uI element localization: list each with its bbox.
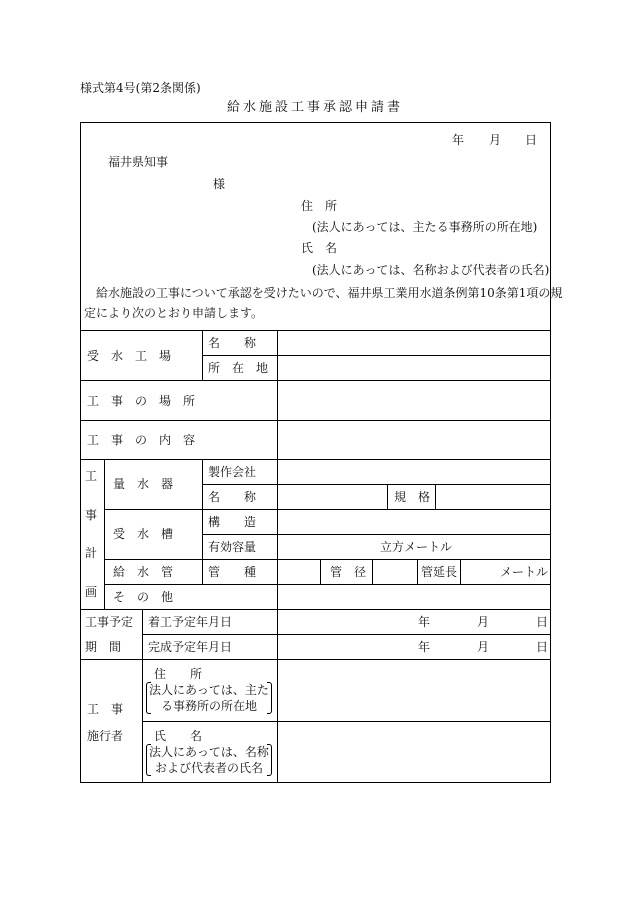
divider xyxy=(372,559,373,584)
divider xyxy=(80,659,551,660)
contractor-label-top: 工 事 xyxy=(87,702,124,716)
end-month: 月 xyxy=(477,640,490,654)
contractor-address-label: 住 所 xyxy=(154,667,203,681)
divider xyxy=(202,330,203,380)
divider xyxy=(142,609,143,783)
plant-location-label: 所 在 地 xyxy=(208,361,269,375)
divider xyxy=(104,584,551,585)
contractor-address-note: 法人にあっては、主た る事務所の所在地 xyxy=(146,682,272,714)
divider xyxy=(202,459,203,584)
form-number: 様式第4号(第2条関係) xyxy=(80,81,201,95)
meter-label: 量 水 器 xyxy=(113,477,174,491)
pipe-type-label: 管 種 xyxy=(208,565,257,579)
end-date-label: 完成予定年月日 xyxy=(148,640,233,654)
date-year: 年 xyxy=(452,133,465,147)
pipe-diameter-label: 管 径 xyxy=(330,565,367,579)
honorific: 様 xyxy=(213,177,226,191)
end-day: 日 xyxy=(536,640,549,654)
cubic-meter-unit: 立方メートル xyxy=(380,540,453,554)
divider xyxy=(387,484,388,509)
capacity-label: 有効容量 xyxy=(208,540,257,554)
start-date-label: 着工予定年月日 xyxy=(148,615,233,629)
work-plan-char: 事 xyxy=(84,507,97,522)
manufacturer-label: 製作会社 xyxy=(208,465,257,479)
date-month: 月 xyxy=(489,133,502,147)
applicant-address-label: 住 所 xyxy=(301,199,338,213)
applicant-name-note: (法人にあっては、名称および代表者の氏名) xyxy=(312,263,550,277)
schedule-label-bottom: 期 間 xyxy=(85,640,122,654)
divider xyxy=(80,459,551,460)
pipe-length-label: 管延長 xyxy=(421,565,458,579)
divider xyxy=(277,330,278,783)
divider xyxy=(202,355,551,356)
divider xyxy=(460,559,461,584)
addressee: 福井県知事 xyxy=(108,155,169,169)
date-day: 日 xyxy=(525,133,538,147)
divider xyxy=(80,609,551,610)
divider xyxy=(435,484,436,509)
work-plan-char: 計 xyxy=(84,546,97,561)
divider xyxy=(142,634,551,635)
schedule-label-top: 工事予定 xyxy=(85,615,134,629)
plant-name-label: 名 称 xyxy=(208,336,257,350)
work-content-label: 工 事 の 内 容 xyxy=(87,433,196,447)
contractor-label-bottom: 施行者 xyxy=(87,729,124,743)
structure-label: 構 造 xyxy=(208,515,257,529)
divider xyxy=(80,420,551,421)
start-month: 月 xyxy=(477,615,490,629)
other-label: そ の 他 xyxy=(113,590,174,604)
end-year: 年 xyxy=(418,640,431,654)
receiving-plant-label: 受 水 工 場 xyxy=(87,349,172,363)
work-plan-char: 工 xyxy=(84,469,97,483)
divider xyxy=(80,330,551,331)
divider xyxy=(142,721,551,722)
work-plan-char: 画 xyxy=(84,584,97,599)
divider xyxy=(417,559,418,584)
divider xyxy=(104,559,551,560)
meter-unit: メートル xyxy=(500,565,549,579)
start-day: 日 xyxy=(536,615,549,629)
spec-label: 規 格 xyxy=(394,490,431,504)
tank-label: 受 水 槽 xyxy=(113,527,174,541)
applicant-name-label: 氏 名 xyxy=(301,241,338,255)
work-place-label: 工 事 の 場 所 xyxy=(87,394,196,408)
start-year: 年 xyxy=(418,615,431,629)
contractor-name-note: 法人にあっては、名称 および代表者の氏名 xyxy=(146,744,272,776)
divider xyxy=(202,484,551,485)
divider xyxy=(104,509,551,510)
divider xyxy=(320,559,321,584)
application-statement-line2: 定により次のとおり申請します。 xyxy=(84,306,264,320)
application-statement-line1: 給水施設の工事について承認を受けたいので、福井県工業用水道条例第10条第1項の規 xyxy=(96,286,563,300)
divider xyxy=(202,534,551,535)
supply-pipe-label: 給 水 管 xyxy=(113,565,174,579)
divider xyxy=(80,380,551,381)
divider xyxy=(104,459,105,609)
contractor-name-label: 氏 名 xyxy=(154,729,203,743)
form-title: 給水施設工事承認申請書 xyxy=(226,100,403,115)
meter-name-label: 名 称 xyxy=(208,490,257,504)
applicant-address-note: (法人にあっては、主たる事務所の所在地) xyxy=(312,220,538,234)
work-plan-label xyxy=(84,470,98,598)
